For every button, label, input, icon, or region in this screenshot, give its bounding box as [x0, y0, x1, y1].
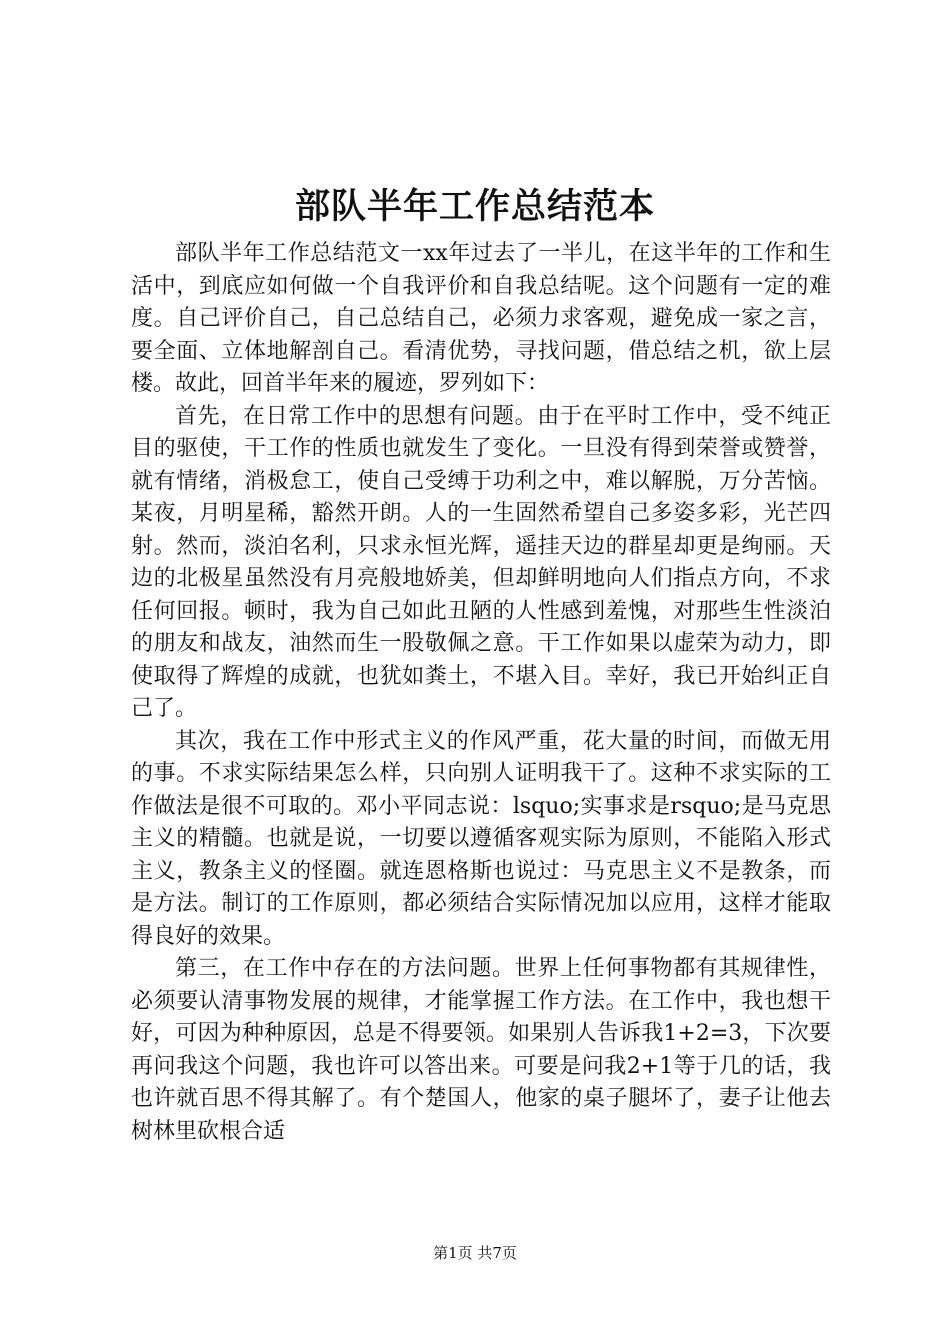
- page-number: 第1页 共7页: [433, 1244, 517, 1262]
- page-footer: [0, 1243, 950, 1263]
- paragraph-intro: 部队半年工作总结范文一xx年过去了一半儿，在这半年的工作和生活中，到底应如何做一个自我评价和自我总结呢。这个问题有一定的难度。自己评价自己，自己总结自己，必须力求客观，避免成一家之言，要全面、立体地解剖自己。看清优势，寻找问题，借总结之机，欲上层楼。故此，回首半年来的履迹，罗列如下：: [131, 241, 831, 396]
- document-body: [131, 238, 831, 1148]
- document-title: 部队半年工作总结范本: [294, 186, 655, 227]
- paragraph-first: 首先，在日常工作中的思想有问题。由于在平时工作中，受不纯正目的驱使，干工作的性质也就发生了变化。一旦没有得到荣誉或赞誉，就有情绪，消极怠工，使自己受缚于功利之中，难以解脱，万分苦恼。某夜，月明星稀，豁然开朗。人的一生固然希望自己多姿多彩，光芒四射。然而，淡泊名利，只求永恒光辉，遥挂天边的群星却更是绚丽。天边的北极星虽然没有月亮般地娇美，但却鲜明地向人们指点方向，不求任何回报。顿时，我为自己如此丑陋的人性感到羞愧，对那些生性淡泊的朋友和战友，油然而生一股敬佩之意。干工作如果以虚荣为动力，即使取得了辉煌的成就，也犹如粪土，不堪入目。幸好，我已开始纠正自己了。: [131, 403, 831, 721]
- paragraph-second: 其次，我在工作中形式主义的作风严重，花大量的时间，而做无用的事。不求实际结果怎么样，只向别人证明我干了。这种不求实际的工作做法是很不可取的。邓小平同志说：lsquo;实事求是rsquo;是马克思主义的精髓。也就是说，一切要以遵循客观实际为原则，不能陷入形式主义，教条主义的怪圈。就连恩格斯也说过：马克思主义不是教条，而是方法。制订的工作原则，都必须结合实际情况加以应用，这样才能取得良好的效果。: [131, 728, 831, 949]
- paragraph-third: 第三，在工作中存在的方法问题。世界上任何事物都有其规律性，必须要认清事物发展的规律，才能掌握工作方法。在工作中，我也想干好，可因为种种原因，总是不得要领。如果别人告诉我1+2=3，下次要再问我这个问题，我也许可以答出来。可要是问我2+1等于几的话，我也许就百思不得其解了。有个楚国人，他家的桌子腿坏了，妻子让他去树林里砍根合适: [131, 956, 831, 1144]
